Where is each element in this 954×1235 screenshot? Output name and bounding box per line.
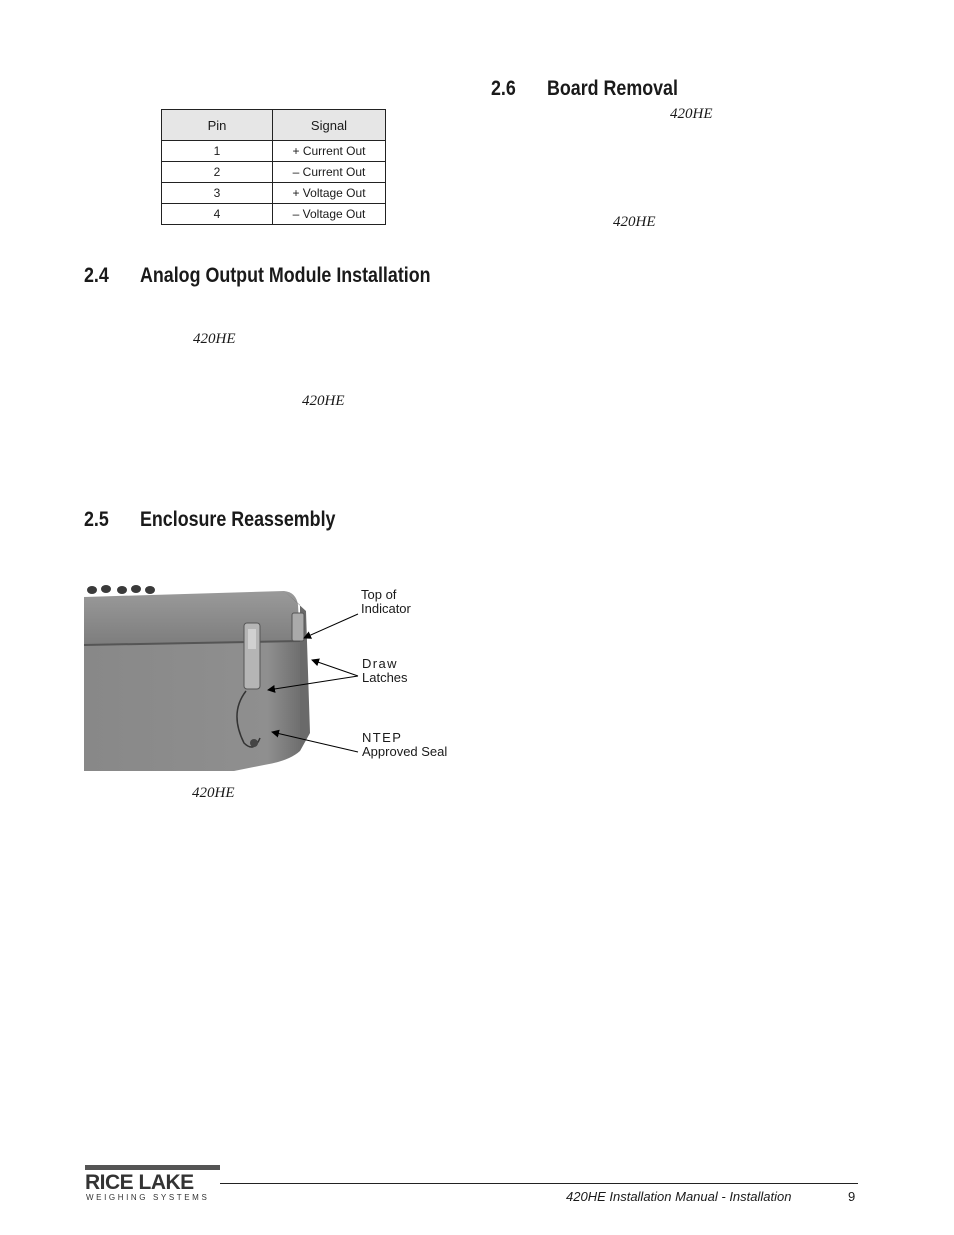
model-reference: 420HE (302, 393, 345, 409)
signal-cell: – Voltage Out (273, 204, 386, 225)
logo-stripe (85, 1165, 220, 1170)
section-2-5-number: 2.5 (84, 508, 109, 531)
section-2-6-title: Board Removal (547, 77, 678, 100)
figure-caption-model: 420HE (192, 785, 235, 801)
callout-top-of-indicator (361, 588, 411, 616)
model-reference: 420HE (193, 331, 236, 347)
section-2-6-number: 2.6 (491, 77, 516, 100)
footer-manual-title: 420HE Installation Manual - Installation (566, 1189, 792, 1204)
pin-cell: 2 (162, 162, 273, 183)
rice-lake-logo: RICE LAKE (85, 1171, 194, 1194)
callout-line: Latches (362, 670, 408, 685)
pin-table-header-row (162, 110, 386, 141)
table-row (162, 204, 386, 225)
table-row (162, 141, 386, 162)
signal-cell: + Current Out (273, 141, 386, 162)
table-row (162, 183, 386, 204)
page-number: 9 (848, 1189, 856, 1204)
callout-line: Indicator (361, 601, 411, 616)
model-reference: 420HE (670, 106, 713, 122)
callout-line: Draw (362, 656, 398, 671)
callout-draw-latches (362, 657, 408, 685)
pin-column-header: Pin (162, 110, 273, 141)
model-reference: 420HE (613, 214, 656, 230)
signal-cell: + Voltage Out (273, 183, 386, 204)
table-row (162, 162, 386, 183)
pin-cell: 4 (162, 204, 273, 225)
footer-rule (220, 1183, 858, 1184)
callout-line: Approved Seal (362, 744, 448, 759)
callout-ntep-seal (362, 731, 447, 759)
callout-line: Top of (361, 587, 397, 602)
signal-cell: – Current Out (273, 162, 386, 183)
pin-cell: 1 (162, 141, 273, 162)
section-2-4-number: 2.4 (84, 264, 109, 287)
signal-column-header: Signal (273, 110, 386, 141)
callout-line: NTEP (362, 730, 403, 745)
callout-arrows (230, 600, 370, 760)
section-2-4-title: Analog Output Module Installation (140, 264, 431, 287)
logo-subtitle: WEIGHING SYSTEMS (86, 1193, 210, 1202)
pin-cell: 3 (162, 183, 273, 204)
section-2-5-title: Enclosure Reassembly (140, 508, 336, 531)
pin-table (161, 109, 386, 225)
